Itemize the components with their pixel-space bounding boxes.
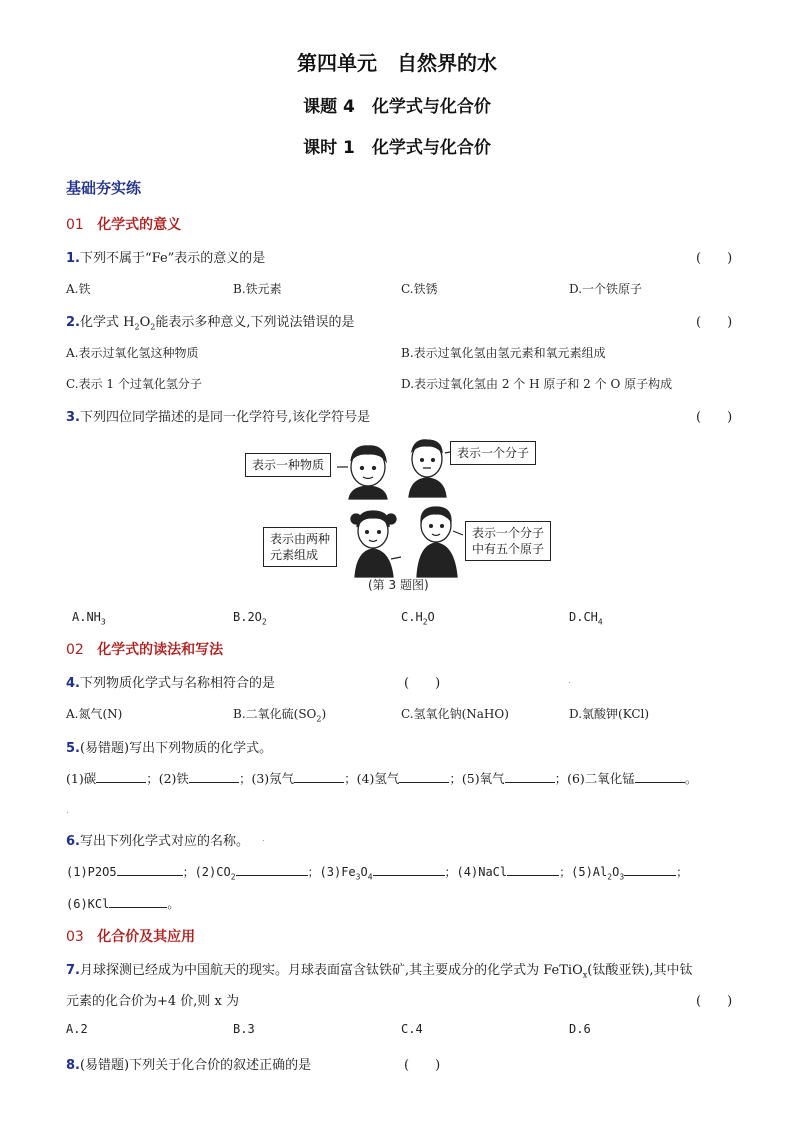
option-d[interactable]: D.氯酸钾(KCl) [569, 707, 650, 721]
q6-blanks-row-2: (6)KCl 。 [66, 897, 180, 911]
q6-item: ；(2)CO [182, 865, 231, 879]
subsection-01 [66, 214, 181, 234]
topic-title: 课题 4 化学式与化合价 [303, 97, 491, 117]
option-text: A.NH [72, 610, 101, 624]
answer-blank[interactable] [507, 863, 559, 876]
bubble-3-line-1: 表示由两种 [270, 532, 331, 546]
question-number: 8. [66, 1058, 80, 1073]
question-6 [66, 830, 249, 849]
q6-blanks-row: (1)P2O5 ；$(2)CO_2$ ；$(3)Fe_3O_4$ ；(4)NaCl ；$(5)Al_2O_3$ ； [66, 865, 689, 882]
bubble-1: 表示一种物质 [245, 453, 331, 477]
question-7 [66, 959, 693, 980]
bubble-3 [263, 527, 337, 567]
option-b[interactable]: B.二氧化硫$(SO_2)$ [233, 707, 327, 724]
option-c[interactable]: $C.H_2O$ [401, 610, 435, 627]
question-stem-pre: 化学式 H [79, 315, 135, 330]
lesson-title: 课时 1 化学式与化合价 [303, 138, 491, 158]
option-b[interactable]: B.3 [233, 1022, 255, 1036]
option-d[interactable]: D.一个铁原子 [569, 282, 643, 296]
q5-end: 。 [684, 771, 698, 786]
subscript: 3 [100, 617, 106, 627]
q6-item: (6)KCl [66, 897, 110, 911]
option-c[interactable]: C.氢氧化钠(NaHO) [401, 707, 509, 721]
student-2-icon [409, 440, 446, 497]
question-stem: 写出下列化学式对应的名称。 [79, 834, 249, 849]
subscript: 4 [597, 617, 603, 627]
answer-blank[interactable] [505, 770, 555, 783]
option-a[interactable]: A.铁 [66, 282, 91, 296]
stray-dot: . [66, 806, 69, 816]
answer-blank[interactable] [236, 863, 308, 876]
option-b[interactable] [233, 610, 267, 626]
subscript: x [582, 970, 588, 980]
option-d[interactable]: D.表示过氧化氢由 2 个 H 原子和 2 个 O 原子构成 [401, 377, 673, 391]
q6-item: ；(5)Al [559, 865, 608, 879]
unit-title: 第四单元 自然界的水 [297, 51, 497, 75]
student-1-icon [349, 446, 387, 499]
q5-item: (1)碳 [66, 771, 97, 786]
bubble-3-line-2: 元素组成 [270, 548, 319, 562]
answer-blank[interactable] [189, 770, 239, 783]
answer-blank[interactable] [109, 895, 167, 908]
subsection-title: 化学式的读法和写法 [97, 642, 224, 658]
option-text: B.二氧化硫(SO [233, 707, 317, 721]
question-stem: (钛酸亚铁),其中钛 [587, 963, 693, 978]
option-text: D.CH [569, 610, 598, 624]
question-stem: 下列物质化学式与名称相符合的是 [79, 676, 275, 691]
answer-paren[interactable]: ( ) [696, 251, 733, 266]
question-stem: 月球探测已经成为中国航天的现实。月球表面富含钛铁矿,其主要成分的化学式为 FeTiO [79, 963, 583, 978]
subsection-02 [66, 639, 223, 659]
subscript: 2 [150, 322, 156, 332]
answer-blank[interactable] [399, 770, 449, 783]
student-3-icon [351, 511, 401, 577]
subsection-title: 化学式的意义 [97, 217, 182, 233]
question-8 [66, 1054, 311, 1073]
q5-blanks-row [66, 769, 697, 787]
question-stem: 下列四位同学描述的是同一化学符号,该化学符号是 [79, 410, 371, 425]
q6-item: ；(4)NaCl [444, 865, 508, 879]
option-b[interactable]: B.铁元素 [233, 282, 282, 296]
answer-paren[interactable]: ( ) [404, 676, 441, 691]
answer-blank[interactable] [96, 770, 146, 783]
question-5 [66, 737, 272, 756]
question-2: 2.化学式 $H_2O_2$能表示多种意义,下列说法错误的是 [66, 315, 355, 332]
option-c[interactable]: C.铁锈 [401, 282, 438, 296]
subscript: 2 [230, 872, 236, 882]
subscript: 3 [355, 872, 361, 882]
question-stem: (易错题)下列关于化合价的叙述正确的是 [79, 1058, 312, 1073]
option-c[interactable]: C.表示 1 个过氧化氢分子 [66, 377, 202, 391]
subscript: 2 [261, 617, 267, 627]
option-d[interactable]: D.6 [569, 1022, 591, 1036]
subscript: 3 [619, 872, 625, 882]
q5-item: ；(5)氧气 [449, 771, 505, 786]
subscript: 2 [607, 872, 613, 882]
question-stem-post: 能表示多种意义,下列说法错误的是 [155, 315, 355, 330]
option-a[interactable]: A.2 [66, 1022, 88, 1036]
subscript: 2 [134, 322, 140, 332]
subscript: 2 [316, 714, 322, 724]
subscript: 4 [367, 872, 373, 882]
bubble-2: 表示一个分子 [450, 441, 536, 465]
answer-blank[interactable] [624, 863, 676, 876]
option-text: B.2O [233, 610, 262, 624]
bubble-4 [465, 521, 551, 561]
q5-item: ；(2)铁 [146, 771, 189, 786]
subsection-title: 化合价及其应用 [97, 929, 196, 945]
q3-figure [245, 437, 565, 597]
section-heading: 基础夯实练 [66, 179, 142, 197]
q5-item: ；(3)氖气 [238, 771, 295, 786]
question-stem: (易错题)写出下列物质的化学式。 [79, 741, 273, 756]
answer-blank[interactable] [294, 770, 344, 783]
answer-blank[interactable] [635, 770, 685, 783]
option-a[interactable]: A.氮气(N) [66, 707, 123, 721]
subsection-number: 01 [66, 217, 84, 233]
subsection-03 [66, 926, 195, 946]
question-7-line-2: 元素的化合价为+4 价,则 x 为 [66, 994, 240, 1009]
answer-paren[interactable]: ( ) [404, 1058, 441, 1073]
subsection-number: 02 [66, 642, 84, 658]
subsection-number: 03 [66, 929, 84, 945]
question-number: 5. [66, 741, 80, 756]
q6-item: ；(3)Fe [307, 865, 356, 879]
question-number: 3. [66, 410, 80, 425]
answer-paren[interactable]: ( ) [696, 315, 733, 330]
option-text: C.H [401, 610, 423, 624]
figure-caption: (第 3 题图) [368, 578, 429, 592]
question-number: 4. [66, 676, 80, 691]
option-a[interactable] [72, 610, 106, 626]
question-stem: 下列不属于“Fe”表示的意义的是 [79, 251, 266, 266]
option-c[interactable]: C.4 [401, 1022, 423, 1036]
stray-dot: . [568, 676, 571, 686]
q5-item: ；(6)二氧化锰 [554, 771, 635, 786]
student-4-icon [417, 507, 457, 577]
question-number: 7. [66, 963, 80, 978]
q5-item: ；(4)氢气 [344, 771, 400, 786]
question-number: 1. [66, 251, 80, 266]
answer-paren[interactable]: ( ) [696, 410, 733, 425]
bubble-4-line-2: 中有五个原子 [472, 542, 545, 556]
subscript: 2 [422, 617, 428, 627]
q6-item: (1)P2O5 [66, 865, 117, 879]
answer-blank[interactable] [373, 863, 445, 876]
question-3 [66, 406, 370, 425]
answer-blank[interactable] [117, 863, 183, 876]
question-4 [66, 672, 275, 691]
question-1 [66, 247, 265, 266]
bubble-4-line-1: 表示一个分子 [472, 526, 545, 540]
answer-paren[interactable]: ( ) [696, 994, 733, 1009]
option-b[interactable]: B.表示过氧化氢由氢元素和氧元素组成 [401, 346, 606, 360]
option-d[interactable] [569, 610, 603, 626]
question-number: 2. [66, 315, 80, 330]
question-number: 6. [66, 834, 80, 849]
option-a[interactable]: A.表示过氧化氢这种物质 [66, 346, 199, 360]
stray-dot: . [262, 834, 265, 844]
